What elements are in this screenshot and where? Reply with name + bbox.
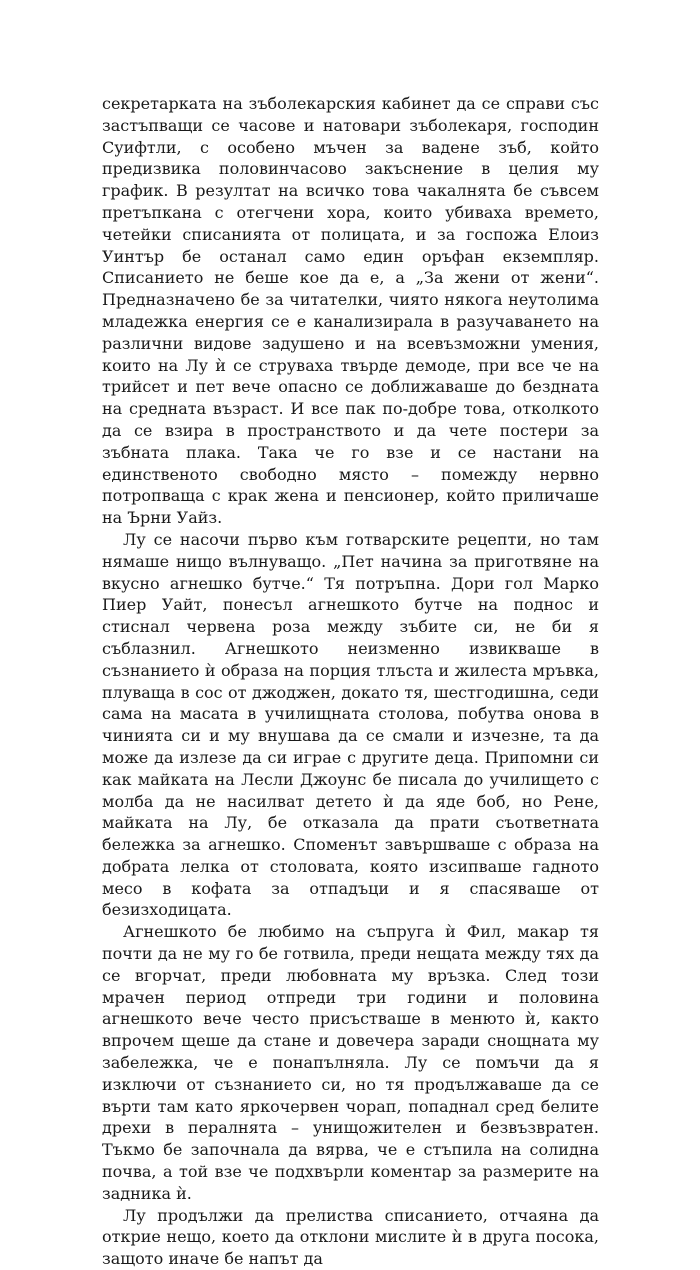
paragraph-2: Лу се насочи първо към готварските рецепти, но там нямаше нищо вълнуващо. „Пет начина за приготвяне на вкусно агнешко бутче.“ Тя потръпна. Дори гол Марко Пиер Уайт, понесъл агнешкото бутче на поднос и стиснал червена роза между зъбите си, не би я съблазнил. Агнешкото неизменно извикваше в съзнанието ѝ образа на порция тлъста и жилеста мръвка, плуваща в сос от джоджен, докато тя, шестгодишна, седи сама на масата в училищната столова, побутва онова в чинията си и му внушава да се смали и изчезне, та да може да излезе да си играе с другите деца. Припомни си как майката на Лесли Джоунс бе писала до училището с молба да не насилват детето ѝ да яде боб, но Рене, майката на Лу, бе отказала да прати съответната бележка за агнешко. Споменът завършваше с образа на добрата лелка от столовата, която изсипваше гадното месо в кофата за отпадъци и я спасяваше от безизходицата.	[102, 529, 599, 920]
paragraph-4: Лу продължи да прелиства списанието, отчаяна да открие нещо, което да отклони мислите ѝ в друга посока, защото иначе бе напът да	[102, 1205, 599, 1269]
paragraph-1: секретарката на зъболекарския кабинет да се справи със застъпващи се часове и натовари зъболекаря, господин Суифтли, с особено мъчен за вадене зъб, който предизвика половинчасово закъснение в целия му график. В резултат на всичко това чакалнята бе съвсем претъпкана с отегчени хора, които убиваха времето, четейки списанията от полицата, и за госпожа Елоиз Уинтър бе останал само един оръфан екземпляр. Списанието не беше кое да е, а „За жени от жени“. Предназначено бе за читателки, чиято някога неутолима младежка енергия се е канализирала в разучаването на различни видове задушено и на всевъзможни умения, които на Лу ѝ се струваха твърде демоде, при все че на трийсет и пет вече опасно се доближаваше до бездната на средната възраст. И все пак по-добре това, отколкото да се взира в пространството и да чете постери за зъбната плака. Така че го взе и се настани на единственото свободно място – помежду нервно потропваща с крак жена и пенсионер, който приличаше на Ърни Уайз.	[102, 94, 599, 528]
body-text	[102, 93, 599, 1270]
paragraph-3: Агнешкото бе любимо на съпруга ѝ Фил, макар тя почти да не му го бе готвила, преди нещата между тях да се вгорчат, преди любовната му връзка. След този мрачен период отпреди три години и половина агнешкото вече често присъстваше в менюто ѝ, както впрочем щеше да стане и довечера заради снощната му забележка, че е понапълняла. Лу се помъчи да я изключи от съзнанието си, но тя продължаваше да се върти там като яркочервен чорап, попаднал сред белите дрехи в пералнята – унищожителен и безвъзвратен. Тъкмо бе започнала да вярва, че е стъпила на солидна почва, а той взе че подхвърли коментар за размерите на задника ѝ.	[102, 922, 599, 1203]
